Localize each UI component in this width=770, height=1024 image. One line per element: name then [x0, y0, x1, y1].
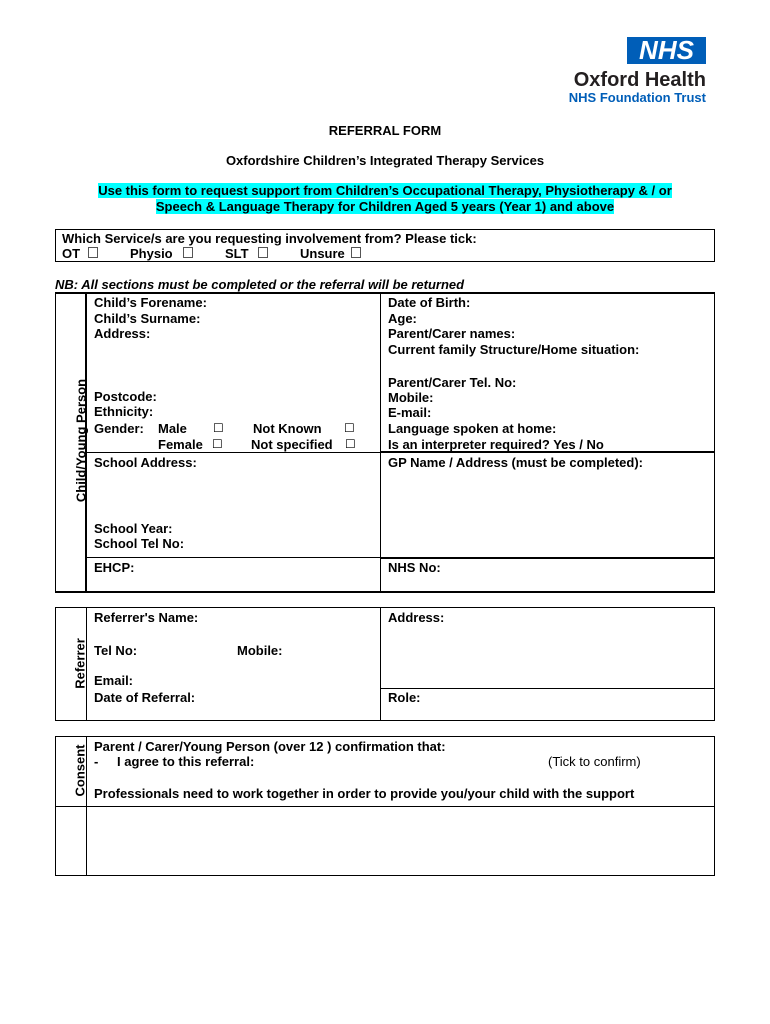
child-gender-label: Gender: — [94, 421, 144, 436]
completion-note: NB: All sections must be completed or the referral will be returned — [55, 277, 465, 292]
gender-male-checkbox[interactable]: ☐ — [213, 421, 224, 435]
divider — [86, 557, 380, 558]
ehcp-label: EHCP: — [94, 560, 135, 575]
service-slt-label: SLT — [225, 246, 249, 261]
gender-female-checkbox[interactable]: ☐ — [212, 437, 223, 451]
child-ethnicity-label: Ethnicity: — [94, 404, 154, 419]
nhs-logo: NHS — [627, 37, 706, 64]
parent-tel-label: Parent/Carer Tel. No: — [388, 375, 517, 390]
dob-label: Date of Birth: — [388, 295, 471, 310]
form-subtitle: Oxfordshire Children’s Integrated Therapy Services — [225, 153, 545, 168]
parent-names-label: Parent/Carer names: — [388, 326, 516, 341]
consent-overflow-text — [94, 802, 654, 806]
divider — [55, 806, 715, 807]
service-slt-checkbox[interactable] — [258, 247, 268, 258]
child-forename-label: Child’s Forename: — [94, 295, 207, 310]
service-physio-label: Physio — [130, 246, 173, 261]
school-tel-label: School Tel No: — [94, 536, 185, 551]
child-address-label: Address: — [94, 326, 151, 341]
referrer-name-label: Referrer's Name: — [94, 610, 199, 625]
service-ot — [62, 246, 80, 262]
consent-side-label: Consent — [72, 744, 88, 797]
tick-to-confirm[interactable]: (Tick to confirm) — [548, 754, 641, 769]
referrer-address-label: Address: — [388, 610, 445, 625]
intro-line-2: Speech & Language Therapy for Children Aged 5 years (Year 1) and above — [155, 198, 615, 214]
divider — [380, 607, 381, 721]
referrer-tel-label: Tel No: — [94, 643, 138, 658]
consent-bullet: - — [94, 754, 99, 769]
service-unsure-label: Unsure — [300, 246, 345, 261]
form-title: REFERRAL FORM — [328, 123, 442, 138]
divider — [380, 557, 715, 559]
parent-email-label: E-mail: — [388, 405, 432, 420]
referrer-mobile-label: Mobile: — [237, 643, 283, 658]
gender-not-known-checkbox[interactable]: ☐ — [344, 421, 355, 435]
gender-not-specified-label: Not specified — [251, 437, 333, 452]
gender-not-known-label: Not Known — [253, 421, 322, 436]
divider — [86, 452, 380, 453]
divider — [55, 591, 715, 593]
nhs-no-label: NHS No: — [388, 560, 441, 575]
referrer-side-label: Referrer — [72, 638, 88, 689]
intro-line-1: Use this form to request support from Children’s Occupational Therapy, Physiotherapy & / or — [98, 183, 672, 198]
school-address-label: School Address: — [94, 455, 197, 470]
school-year-label: School Year: — [94, 521, 173, 536]
parent-mobile-label: Mobile: — [388, 390, 434, 405]
logo-trust-name: NHS Foundation Trust — [568, 90, 706, 105]
service-physio-checkbox[interactable] — [183, 247, 193, 258]
service-unsure-checkbox[interactable] — [351, 247, 361, 258]
child-side-label: Child/Young Person — [73, 378, 89, 503]
family-structure-label: Current family Structure/Home situation: — [388, 342, 640, 357]
age-label: Age: — [388, 311, 417, 326]
consent-agree-label[interactable]: I agree to this referral: — [117, 754, 255, 769]
referrer-email-label: Email: — [94, 673, 134, 688]
logo-org-name: Oxford Health — [573, 69, 706, 91]
gender-not-specified-checkbox[interactable]: ☐ — [345, 437, 356, 451]
language-label: Language spoken at home: — [388, 421, 557, 436]
gp-label: GP Name / Address (must be completed): — [388, 455, 644, 470]
gender-female-label: Female — [158, 437, 203, 452]
divider — [380, 688, 715, 689]
service-ot-checkbox[interactable] — [88, 247, 98, 258]
intro-text — [0, 183, 770, 214]
services-question: Which Service/s are you requesting involvement from? Please tick: — [62, 231, 477, 246]
divider — [55, 292, 715, 294]
interpreter-label: Is an interpreter required? Yes / No — [388, 437, 604, 452]
divider — [380, 292, 381, 592]
gender-male-label: Male — [158, 421, 187, 436]
child-postcode-label: Postcode: — [94, 389, 157, 404]
referrer-role-label: Role: — [388, 690, 421, 705]
service-ot-label: OT — [62, 246, 81, 261]
consent-confirm-label: Parent / Carer/Young Person (over 12 ) confirmation that: — [94, 739, 446, 754]
referral-date-label: Date of Referral: — [94, 690, 196, 705]
consent-professionals-text: Professionals need to work together in order to provide you/your child with the support — [94, 786, 635, 801]
child-surname-label: Child’s Surname: — [94, 311, 201, 326]
